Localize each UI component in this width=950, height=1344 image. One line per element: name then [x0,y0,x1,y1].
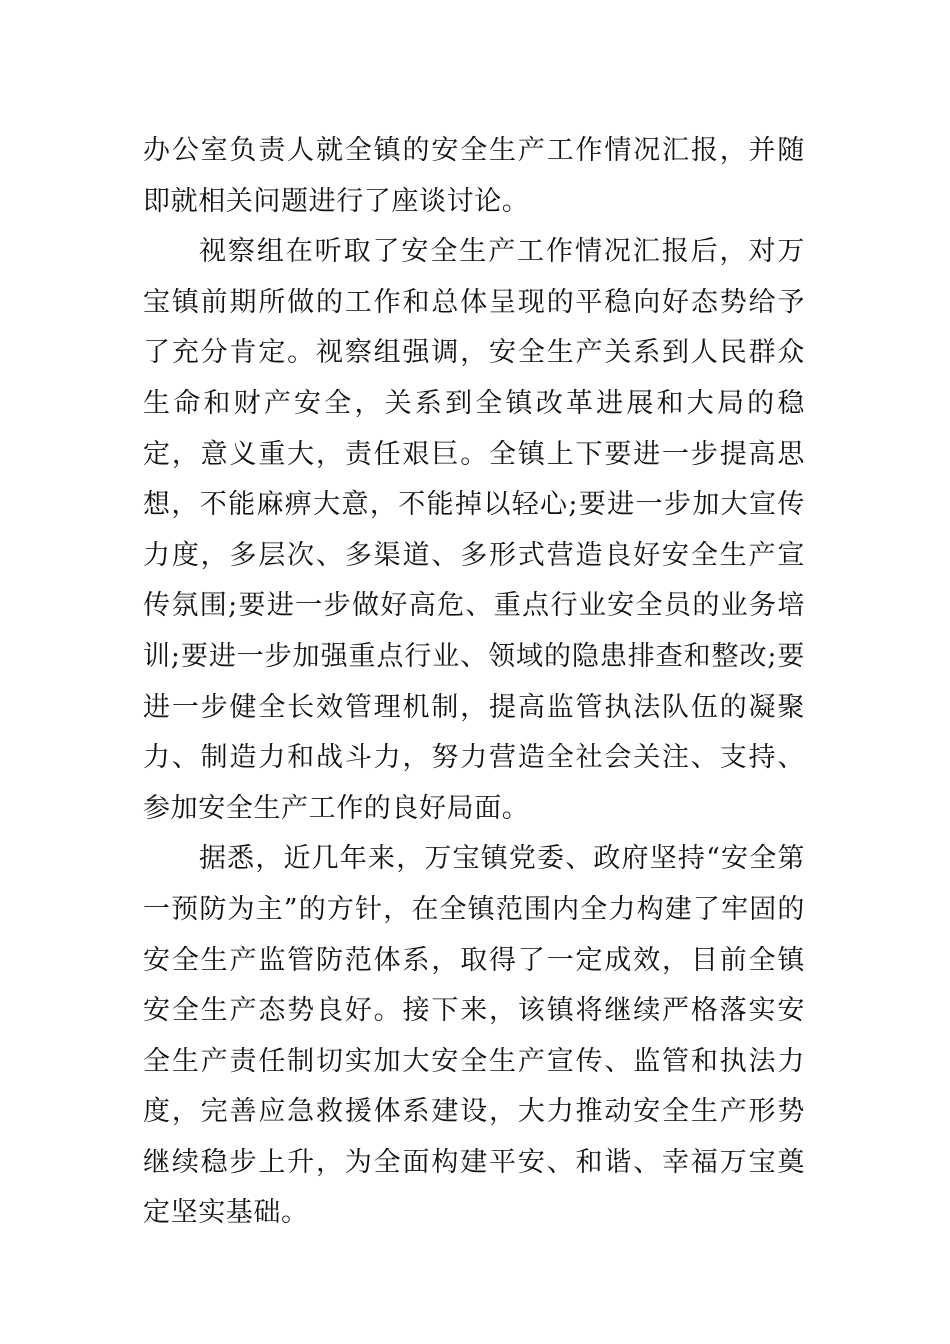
paragraph-2: 视察组在听取了安全生产工作情况汇报后，对万宝镇前期所做的工作和总体呈现的平稳向好态势给予了充分肯定。视察组强调，安全生产关系到人民群众生命和财产安全，关系到全镇改革进展和大局的稳定，意义重大，责任艰巨。全镇上下要进一步提高思想，不能麻痹大意，不能掉以轻心;要进一步加大宣传力度，多层次、多渠道、多形式营造良好安全生产宣传氛围;要进一步做好高危、重点行业安全员的业务培训;要进一步加强重点行业、领域的隐患排查和整改;要进一步健全长效管理机制，提高监管执法队伍的凝聚力、制造力和战斗力，努力营造全社会关注、支持、参加安全生产工作的良好局面。 [143,236,805,824]
document-body [143,126,805,1239]
paragraph-3: 据悉，近几年来，万宝镇党委、政府坚持“安全第一预防为主”的方针，在全镇范围内全力构建了牢固的安全生产监管防范体系，取得了一定成效，目前全镇安全生产态势良好。接下来，该镇将继续严格落实安全生产责任制切实加大安全生产宣传、监管和执法力度，完善应急救援体系建设，大力推动安全生产形势继续稳步上升，为全面构建平安、和谐、幸福万宝奠定坚实基础。 [143,843,805,1229]
paragraph-1: 办公室负责人就全镇的安全生产工作情况汇报，并随即就相关问题进行了座谈讨论。 [143,135,805,217]
